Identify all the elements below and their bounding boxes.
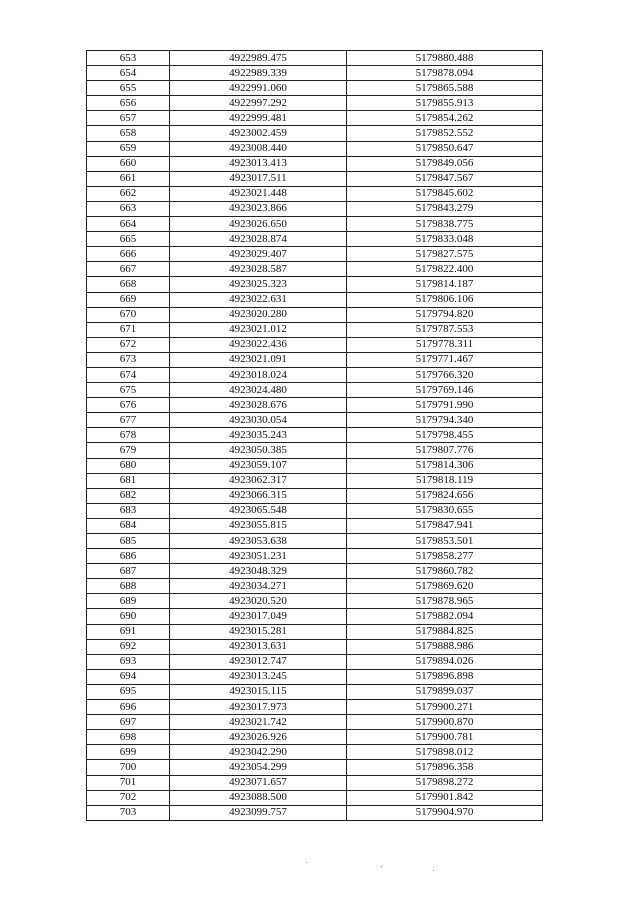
point-number-cell: 689 [87, 594, 170, 609]
table-row [87, 141, 543, 156]
table-row [87, 775, 543, 790]
point-number-cell: 701 [87, 775, 170, 790]
point-number-cell: 696 [87, 700, 170, 715]
y-coordinate-cell: 5179858.277 [347, 549, 543, 564]
table-row [87, 171, 543, 186]
x-coordinate-cell: 4923071.657 [170, 775, 347, 790]
x-coordinate-cell: 4923008.440 [170, 141, 347, 156]
y-coordinate-cell: 5179898.272 [347, 775, 543, 790]
y-coordinate-cell: 5179849.056 [347, 156, 543, 171]
table-row [87, 594, 543, 609]
point-number-cell: 659 [87, 141, 170, 156]
x-coordinate-cell: 4923022.631 [170, 292, 347, 307]
point-number-cell: 663 [87, 201, 170, 216]
table-row [87, 428, 543, 443]
y-coordinate-cell: 5179843.279 [347, 201, 543, 216]
table-row [87, 96, 543, 111]
point-number-cell: 697 [87, 715, 170, 730]
x-coordinate-cell: 4923021.742 [170, 715, 347, 730]
scan-speck [306, 862, 307, 863]
table-row [87, 217, 543, 232]
x-coordinate-cell: 4923002.459 [170, 126, 347, 141]
y-coordinate-cell: 5179900.271 [347, 700, 543, 715]
x-coordinate-cell: 4923021.012 [170, 322, 347, 337]
point-number-cell: 670 [87, 307, 170, 322]
y-coordinate-cell: 5179847.567 [347, 171, 543, 186]
y-coordinate-cell: 5179824.656 [347, 488, 543, 503]
y-coordinate-cell: 5179901.842 [347, 790, 543, 805]
x-coordinate-cell: 4923053.638 [170, 534, 347, 549]
y-coordinate-cell: 5179830.655 [347, 503, 543, 518]
x-coordinate-cell: 4923015.115 [170, 684, 347, 699]
y-coordinate-cell: 5179878.094 [347, 66, 543, 81]
x-coordinate-cell: 4923012.747 [170, 654, 347, 669]
x-coordinate-cell: 4923013.631 [170, 639, 347, 654]
table-row [87, 624, 543, 639]
point-number-cell: 700 [87, 760, 170, 775]
y-coordinate-cell: 5179882.094 [347, 609, 543, 624]
table-row [87, 262, 543, 277]
x-coordinate-cell: 4923042.290 [170, 745, 347, 760]
y-coordinate-cell: 5179850.647 [347, 141, 543, 156]
point-number-cell: 694 [87, 669, 170, 684]
table-row [87, 579, 543, 594]
point-number-cell: 679 [87, 443, 170, 458]
x-coordinate-cell: 4923030.054 [170, 413, 347, 428]
x-coordinate-cell: 4923013.413 [170, 156, 347, 171]
y-coordinate-cell: 5179860.782 [347, 564, 543, 579]
y-coordinate-cell: 5179838.775 [347, 217, 543, 232]
table-row [87, 292, 543, 307]
y-coordinate-cell: 5179771.467 [347, 352, 543, 367]
x-coordinate-cell: 4923050.385 [170, 443, 347, 458]
x-coordinate-cell: 4923020.280 [170, 307, 347, 322]
y-coordinate-cell: 5179778.311 [347, 337, 543, 352]
y-coordinate-cell: 5179852.552 [347, 126, 543, 141]
table-row [87, 760, 543, 775]
y-coordinate-cell: 5179865.588 [347, 81, 543, 96]
x-coordinate-cell: 4923023.866 [170, 201, 347, 216]
y-coordinate-cell: 5179904.970 [347, 805, 543, 820]
table-row [87, 51, 543, 66]
point-number-cell: 674 [87, 367, 170, 382]
x-coordinate-cell: 4923018.024 [170, 367, 347, 382]
y-coordinate-cell: 5179899.037 [347, 684, 543, 699]
point-number-cell: 691 [87, 624, 170, 639]
table-row [87, 518, 543, 533]
y-coordinate-cell: 5179798.455 [347, 428, 543, 443]
x-coordinate-cell: 4923024.480 [170, 383, 347, 398]
point-number-cell: 687 [87, 564, 170, 579]
point-number-cell: 678 [87, 428, 170, 443]
coordinates-table [86, 50, 543, 821]
scan-speck [433, 870, 434, 871]
table-row [87, 473, 543, 488]
scan-speck [381, 866, 382, 867]
point-number-cell: 657 [87, 111, 170, 126]
y-coordinate-cell: 5179855.913 [347, 96, 543, 111]
table-row [87, 549, 543, 564]
point-number-cell: 681 [87, 473, 170, 488]
table-row [87, 790, 543, 805]
point-number-cell: 685 [87, 534, 170, 549]
x-coordinate-cell: 4923029.407 [170, 247, 347, 262]
y-coordinate-cell: 5179822.400 [347, 262, 543, 277]
table-row [87, 367, 543, 382]
point-number-cell: 671 [87, 322, 170, 337]
x-coordinate-cell: 4923025.323 [170, 277, 347, 292]
table-row [87, 126, 543, 141]
x-coordinate-cell: 4923028.676 [170, 398, 347, 413]
table-row [87, 730, 543, 745]
x-coordinate-cell: 4923088.500 [170, 790, 347, 805]
x-coordinate-cell: 4923062.317 [170, 473, 347, 488]
point-number-cell: 675 [87, 383, 170, 398]
y-coordinate-cell: 5179884.825 [347, 624, 543, 639]
x-coordinate-cell: 4923028.587 [170, 262, 347, 277]
table-row [87, 564, 543, 579]
x-coordinate-cell: 4923026.926 [170, 730, 347, 745]
point-number-cell: 690 [87, 609, 170, 624]
y-coordinate-cell: 5179854.262 [347, 111, 543, 126]
y-coordinate-cell: 5179814.306 [347, 458, 543, 473]
table-row [87, 413, 543, 428]
x-coordinate-cell: 4923017.511 [170, 171, 347, 186]
y-coordinate-cell: 5179853.501 [347, 534, 543, 549]
y-coordinate-cell: 5179791.990 [347, 398, 543, 413]
y-coordinate-cell: 5179818.119 [347, 473, 543, 488]
point-number-cell: 683 [87, 503, 170, 518]
x-coordinate-cell: 4923059.107 [170, 458, 347, 473]
x-coordinate-cell: 4923034.271 [170, 579, 347, 594]
y-coordinate-cell: 5179807.776 [347, 443, 543, 458]
x-coordinate-cell: 4922989.475 [170, 51, 347, 66]
table-row [87, 503, 543, 518]
point-number-cell: 665 [87, 232, 170, 247]
table-row [87, 745, 543, 760]
point-number-cell: 662 [87, 186, 170, 201]
table-row [87, 156, 543, 171]
table-row [87, 322, 543, 337]
table-row [87, 277, 543, 292]
point-number-cell: 695 [87, 684, 170, 699]
table-row [87, 654, 543, 669]
table-row [87, 111, 543, 126]
point-number-cell: 684 [87, 518, 170, 533]
table-row [87, 337, 543, 352]
y-coordinate-cell: 5179847.941 [347, 518, 543, 533]
point-number-cell: 667 [87, 262, 170, 277]
y-coordinate-cell: 5179896.898 [347, 669, 543, 684]
y-coordinate-cell: 5179814.187 [347, 277, 543, 292]
x-coordinate-cell: 4923028.874 [170, 232, 347, 247]
table-row [87, 443, 543, 458]
coordinates-table-body [87, 51, 543, 821]
x-coordinate-cell: 4922997.292 [170, 96, 347, 111]
table-row [87, 398, 543, 413]
y-coordinate-cell: 5179769.146 [347, 383, 543, 398]
table-row [87, 669, 543, 684]
table-row [87, 81, 543, 96]
point-number-cell: 660 [87, 156, 170, 171]
table-row [87, 684, 543, 699]
x-coordinate-cell: 4923099.757 [170, 805, 347, 820]
y-coordinate-cell: 5179898.012 [347, 745, 543, 760]
table-row [87, 715, 543, 730]
y-coordinate-cell: 5179880.488 [347, 51, 543, 66]
x-coordinate-cell: 4923021.448 [170, 186, 347, 201]
y-coordinate-cell: 5179787.553 [347, 322, 543, 337]
point-number-cell: 699 [87, 745, 170, 760]
x-coordinate-cell: 4923048.329 [170, 564, 347, 579]
x-coordinate-cell: 4923051.231 [170, 549, 347, 564]
point-number-cell: 693 [87, 654, 170, 669]
y-coordinate-cell: 5179827.575 [347, 247, 543, 262]
x-coordinate-cell: 4923035.243 [170, 428, 347, 443]
x-coordinate-cell: 4923055.815 [170, 518, 347, 533]
x-coordinate-cell: 4923026.650 [170, 217, 347, 232]
y-coordinate-cell: 5179900.781 [347, 730, 543, 745]
point-number-cell: 703 [87, 805, 170, 820]
table-row [87, 352, 543, 367]
x-coordinate-cell: 4923017.973 [170, 700, 347, 715]
x-coordinate-cell: 4922989.339 [170, 66, 347, 81]
point-number-cell: 702 [87, 790, 170, 805]
x-coordinate-cell: 4922991.060 [170, 81, 347, 96]
table-row [87, 458, 543, 473]
point-number-cell: 654 [87, 66, 170, 81]
y-coordinate-cell: 5179900.870 [347, 715, 543, 730]
x-coordinate-cell: 4923065.548 [170, 503, 347, 518]
y-coordinate-cell: 5179896.358 [347, 760, 543, 775]
y-coordinate-cell: 5179845.602 [347, 186, 543, 201]
point-number-cell: 669 [87, 292, 170, 307]
point-number-cell: 688 [87, 579, 170, 594]
y-coordinate-cell: 5179869.620 [347, 579, 543, 594]
y-coordinate-cell: 5179888.986 [347, 639, 543, 654]
point-number-cell: 692 [87, 639, 170, 654]
x-coordinate-cell: 4923054.299 [170, 760, 347, 775]
y-coordinate-cell: 5179894.026 [347, 654, 543, 669]
x-coordinate-cell: 4923017.049 [170, 609, 347, 624]
point-number-cell: 661 [87, 171, 170, 186]
y-coordinate-cell: 5179878.965 [347, 594, 543, 609]
point-number-cell: 672 [87, 337, 170, 352]
point-number-cell: 676 [87, 398, 170, 413]
y-coordinate-cell: 5179794.340 [347, 413, 543, 428]
point-number-cell: 653 [87, 51, 170, 66]
table-row [87, 700, 543, 715]
point-number-cell: 666 [87, 247, 170, 262]
table-row [87, 66, 543, 81]
point-number-cell: 658 [87, 126, 170, 141]
table-row [87, 639, 543, 654]
table-row [87, 488, 543, 503]
table-row [87, 534, 543, 549]
x-coordinate-cell: 4923021.091 [170, 352, 347, 367]
table-row [87, 805, 543, 820]
point-number-cell: 656 [87, 96, 170, 111]
point-number-cell: 673 [87, 352, 170, 367]
y-coordinate-cell: 5179806.106 [347, 292, 543, 307]
point-number-cell: 655 [87, 81, 170, 96]
point-number-cell: 682 [87, 488, 170, 503]
table-row [87, 307, 543, 322]
x-coordinate-cell: 4923022.436 [170, 337, 347, 352]
point-number-cell: 686 [87, 549, 170, 564]
point-number-cell: 677 [87, 413, 170, 428]
point-number-cell: 668 [87, 277, 170, 292]
x-coordinate-cell: 4923013.245 [170, 669, 347, 684]
table-row [87, 247, 543, 262]
table-row [87, 383, 543, 398]
y-coordinate-cell: 5179833.048 [347, 232, 543, 247]
point-number-cell: 664 [87, 217, 170, 232]
x-coordinate-cell: 4923015.281 [170, 624, 347, 639]
table-row [87, 186, 543, 201]
table-row [87, 609, 543, 624]
table-row [87, 232, 543, 247]
point-number-cell: 698 [87, 730, 170, 745]
x-coordinate-cell: 4923020.520 [170, 594, 347, 609]
x-coordinate-cell: 4922999.481 [170, 111, 347, 126]
x-coordinate-cell: 4923066.315 [170, 488, 347, 503]
y-coordinate-cell: 5179794.820 [347, 307, 543, 322]
table-row [87, 201, 543, 216]
y-coordinate-cell: 5179766.320 [347, 367, 543, 382]
point-number-cell: 680 [87, 458, 170, 473]
